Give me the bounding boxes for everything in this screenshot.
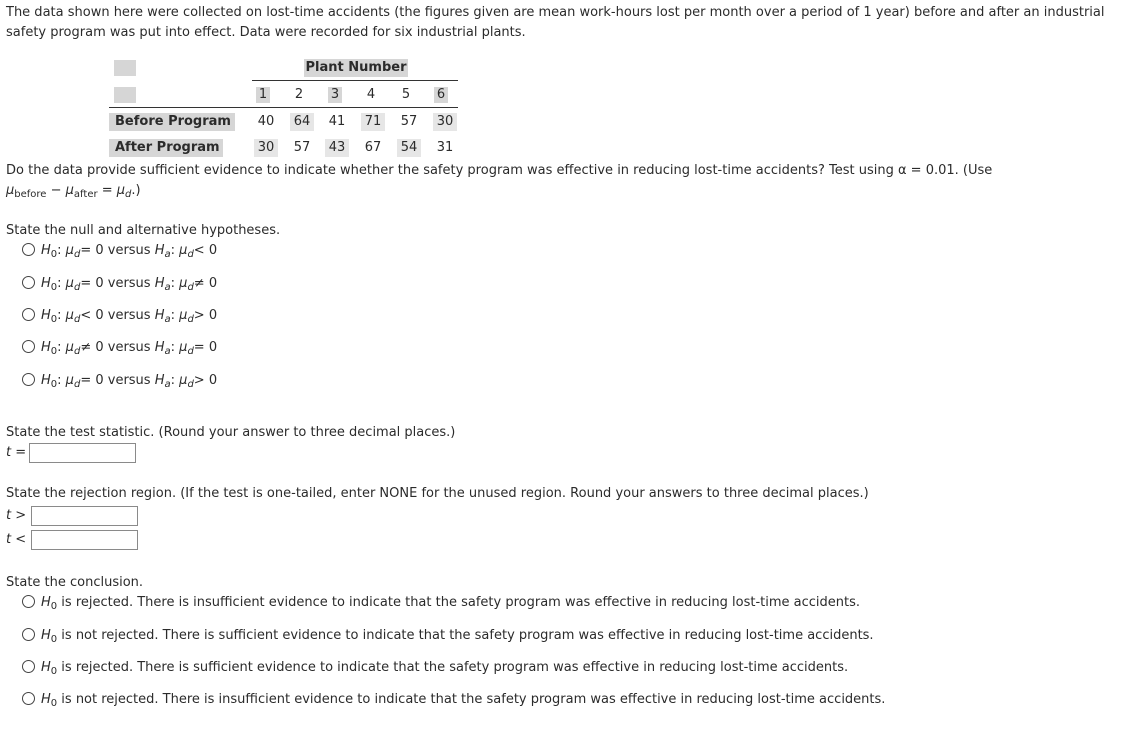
after-value-2: 57 bbox=[290, 139, 314, 157]
h-symbol: H bbox=[41, 660, 51, 675]
alt-relation: ≠ 0 bbox=[193, 276, 218, 291]
before-value-3: 41 bbox=[325, 113, 349, 131]
d-subscript: d bbox=[73, 379, 81, 390]
alt-relation: < 0 bbox=[193, 243, 218, 258]
after-subscript: after bbox=[73, 189, 98, 200]
conclusion-option-1[interactable] bbox=[22, 593, 860, 613]
null-relation: = 0 bbox=[80, 276, 104, 291]
a-subscript: a bbox=[164, 379, 171, 390]
t-equals-label: t = bbox=[6, 445, 27, 460]
radio-button[interactable] bbox=[22, 276, 35, 289]
d-subscript: d bbox=[187, 249, 194, 260]
before-value-4: 71 bbox=[361, 113, 385, 131]
mu-symbol: μ bbox=[179, 373, 188, 388]
colon: : bbox=[57, 243, 66, 258]
zero-subscript: 0 bbox=[50, 666, 58, 677]
h-symbol: H bbox=[154, 373, 165, 388]
hypothesis-option-5[interactable] bbox=[22, 371, 217, 391]
hypotheses-prompt: State the null and alternative hypotheses. bbox=[6, 223, 281, 238]
zero-subscript: 0 bbox=[50, 346, 58, 357]
d-subscript: d bbox=[125, 189, 132, 200]
zero-subscript: 0 bbox=[50, 698, 58, 709]
h-symbol: H bbox=[41, 595, 51, 610]
rejection-lower-input[interactable] bbox=[31, 530, 138, 550]
null-relation: = 0 bbox=[80, 373, 104, 388]
colon: : bbox=[170, 340, 180, 355]
versus-word: versus bbox=[107, 276, 151, 291]
hypothesis-option-1[interactable] bbox=[22, 241, 217, 261]
hypothesis-option-3[interactable] bbox=[22, 306, 217, 326]
table-divider bbox=[109, 107, 458, 108]
problem-intro: The data shown here were collected on lost-time accidents (the figures given are mean work-hours lost per month over a period of 1 year) before and after an industrial safety program was put into effect. Data were recorded for six industrial plants. bbox=[6, 5, 1105, 40]
mu-symbol: μ bbox=[179, 243, 188, 258]
zero-subscript: 0 bbox=[50, 249, 58, 260]
radio-button[interactable] bbox=[22, 373, 35, 386]
test-statistic-input[interactable] bbox=[29, 443, 136, 463]
colon: : bbox=[57, 276, 66, 291]
a-subscript: a bbox=[164, 282, 171, 293]
h-symbol: H bbox=[41, 692, 51, 707]
after-value-5: 54 bbox=[397, 139, 421, 157]
versus-word: versus bbox=[107, 308, 151, 323]
colon: : bbox=[57, 373, 66, 388]
h-symbol: H bbox=[41, 308, 51, 323]
t-less-label: t < bbox=[6, 532, 27, 547]
h-symbol: H bbox=[154, 340, 165, 355]
versus-word: versus bbox=[107, 373, 151, 388]
conclusion-option-3[interactable] bbox=[22, 658, 848, 678]
before-value-2: 64 bbox=[290, 113, 314, 131]
plant-number-4: 4 bbox=[364, 87, 378, 103]
conclusion-text: is not rejected. There is sufficient evidence to indicate that the safety program was effective in reducing lost-time accidents. bbox=[61, 628, 874, 643]
d-subscript: d bbox=[73, 314, 81, 325]
d-subscript: d bbox=[187, 282, 194, 293]
plant-number-2: 2 bbox=[292, 87, 306, 103]
h-symbol: H bbox=[154, 276, 165, 291]
colon: : bbox=[170, 243, 180, 258]
question-line1: Do the data provide sufficient evidence to indicate whether the safety program was effective in reducing lost-time accidents? Test using α = 0.01. (Use bbox=[6, 163, 993, 178]
plant-number-5: 5 bbox=[399, 87, 413, 103]
test-statistic-prompt: State the test statistic. (Round your answer to three decimal places.) bbox=[6, 425, 456, 440]
conclusion-text: is not rejected. There is insufficient evidence to indicate that the safety program was effective in reducing lost-time accidents. bbox=[61, 692, 886, 707]
zero-subscript: 0 bbox=[50, 314, 58, 325]
h-symbol: H bbox=[41, 628, 51, 643]
mu-symbol: μ bbox=[65, 373, 74, 388]
h-symbol: H bbox=[154, 308, 165, 323]
mu-symbol: μ bbox=[65, 276, 74, 291]
h-symbol: H bbox=[41, 340, 51, 355]
hypothesis-option-2[interactable] bbox=[22, 274, 217, 294]
zero-subscript: 0 bbox=[50, 601, 58, 612]
zero-subscript: 0 bbox=[50, 634, 58, 645]
conclusion-option-4[interactable] bbox=[22, 690, 885, 710]
null-relation: < 0 bbox=[80, 308, 104, 323]
conclusion-text: is rejected. There is insufficient evidence to indicate that the safety program was effective in reducing lost-time accidents. bbox=[61, 595, 860, 610]
radio-button[interactable] bbox=[22, 692, 35, 705]
table-corner-cell bbox=[114, 87, 136, 103]
d-subscript: d bbox=[187, 379, 194, 390]
h-symbol: H bbox=[154, 243, 165, 258]
row-label-before: Before Program bbox=[109, 113, 235, 131]
versus-word: versus bbox=[107, 243, 151, 258]
a-subscript: a bbox=[164, 249, 171, 260]
after-value-6: 31 bbox=[433, 139, 457, 157]
question-text bbox=[6, 161, 992, 205]
alt-relation: > 0 bbox=[193, 373, 218, 388]
a-subscript: a bbox=[164, 314, 171, 325]
before-value-6: 30 bbox=[433, 113, 457, 131]
rejection-region-prompt: State the rejection region. (If the test is one-tailed, enter NONE for the unused region. Round your answers to three decimal places.) bbox=[6, 486, 869, 501]
versus-word: versus bbox=[107, 340, 151, 355]
before-value-1: 40 bbox=[254, 113, 278, 131]
colon: : bbox=[57, 308, 66, 323]
conclusion-option-2[interactable] bbox=[22, 626, 874, 646]
plant-number-6: 6 bbox=[434, 87, 448, 103]
h-symbol: H bbox=[41, 276, 51, 291]
hypothesis-option-4[interactable] bbox=[22, 338, 217, 358]
a-subscript: a bbox=[164, 346, 171, 357]
header-divider bbox=[252, 80, 458, 81]
plant-number-1: 1 bbox=[256, 87, 270, 103]
mu-symbol: μ bbox=[179, 308, 188, 323]
radio-button[interactable] bbox=[22, 595, 35, 608]
d-subscript: d bbox=[187, 346, 194, 357]
radio-button[interactable] bbox=[22, 340, 35, 353]
plant-number-3: 3 bbox=[328, 87, 342, 103]
after-value-3: 43 bbox=[325, 139, 349, 157]
mu-symbol: μ bbox=[179, 340, 188, 355]
colon: : bbox=[170, 308, 180, 323]
mu-symbol: μ bbox=[65, 183, 74, 198]
zero-subscript: 0 bbox=[50, 282, 58, 293]
null-relation: ≠ 0 bbox=[80, 340, 104, 355]
radio-button[interactable] bbox=[22, 243, 35, 256]
d-subscript: d bbox=[187, 314, 194, 325]
before-subscript: before bbox=[14, 189, 47, 200]
mu-symbol: μ bbox=[65, 243, 74, 258]
plant-number-header: Plant Number bbox=[305, 60, 407, 75]
mu-symbol: μ bbox=[179, 276, 188, 291]
row-label-after: After Program bbox=[109, 139, 223, 157]
conclusion-text: is rejected. There is sufficient evidence to indicate that the safety program was effective in reducing lost-time accidents. bbox=[61, 660, 849, 675]
rejection-upper-input[interactable] bbox=[31, 506, 138, 526]
colon: : bbox=[170, 373, 180, 388]
alt-relation: > 0 bbox=[193, 308, 218, 323]
h-symbol: H bbox=[41, 373, 51, 388]
mu-symbol: μ bbox=[65, 340, 74, 355]
mu-symbol: μ bbox=[65, 308, 74, 323]
question-line2 bbox=[6, 181, 992, 205]
colon: : bbox=[57, 340, 66, 355]
radio-button[interactable] bbox=[22, 660, 35, 673]
before-value-5: 57 bbox=[397, 113, 421, 131]
equals-sign: = bbox=[97, 183, 117, 198]
mu-symbol: μ bbox=[6, 183, 15, 198]
radio-button[interactable] bbox=[22, 628, 35, 641]
conclusion-prompt: State the conclusion. bbox=[6, 575, 144, 590]
d-subscript: d bbox=[73, 249, 81, 260]
radio-button[interactable] bbox=[22, 308, 35, 321]
d-subscript: d bbox=[73, 346, 81, 357]
minus-sign: − bbox=[46, 183, 66, 198]
alt-relation: = 0 bbox=[193, 340, 218, 355]
h-symbol: H bbox=[41, 243, 51, 258]
zero-subscript: 0 bbox=[50, 379, 58, 390]
after-value-4: 67 bbox=[361, 139, 385, 157]
table-corner-cell bbox=[114, 60, 136, 76]
closing-text: .) bbox=[131, 183, 141, 198]
null-relation: = 0 bbox=[80, 243, 104, 258]
t-greater-label: t > bbox=[6, 508, 27, 523]
after-value-1: 30 bbox=[254, 139, 278, 157]
colon: : bbox=[170, 276, 180, 291]
d-subscript: d bbox=[73, 282, 81, 293]
mu-symbol: μ bbox=[116, 183, 126, 198]
